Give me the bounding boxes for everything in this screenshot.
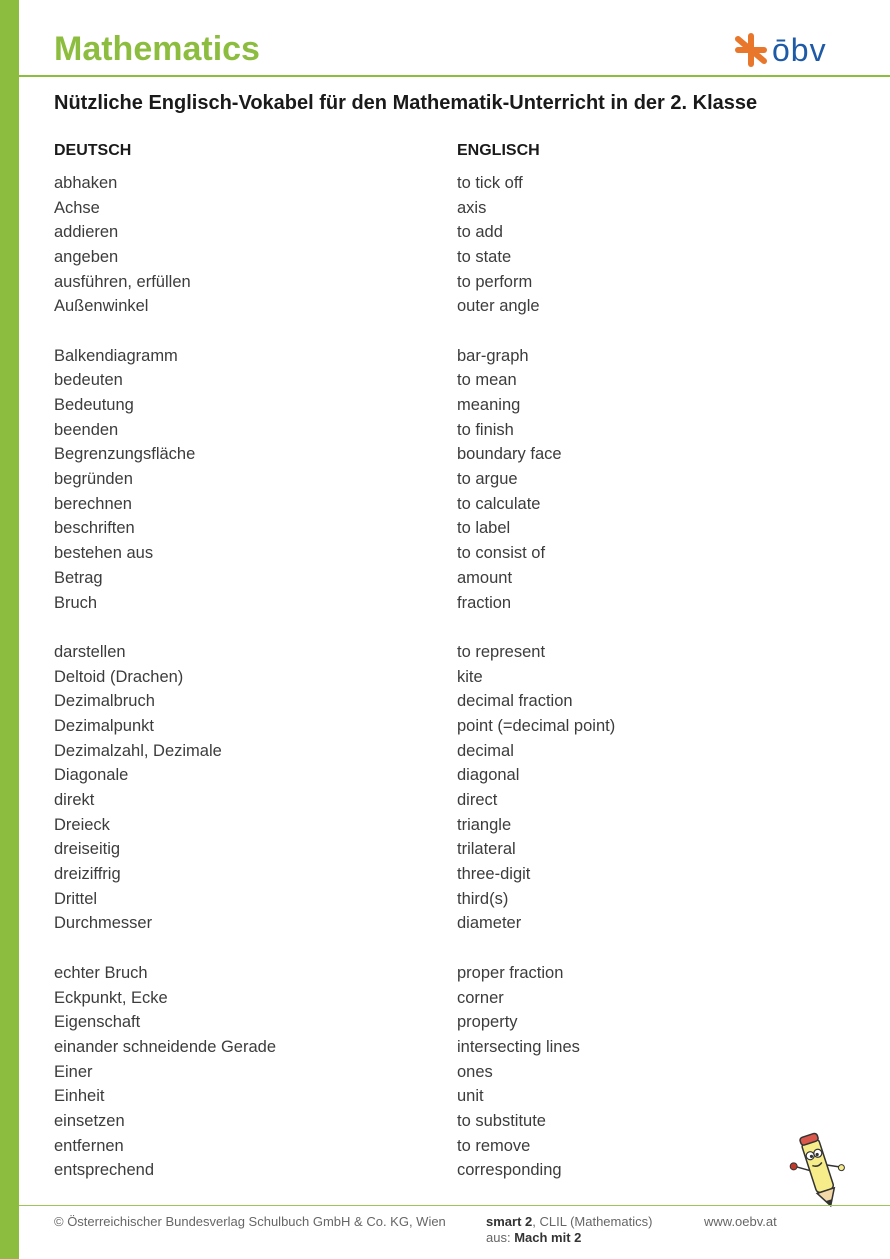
english-term: direct (457, 791, 498, 810)
column-header-englisch: ENGLISCH (457, 142, 540, 159)
german-term: begründen (54, 470, 133, 489)
german-term: berechnen (54, 494, 132, 513)
english-term: to remove (457, 1136, 531, 1155)
vocab-row (54, 813, 814, 838)
group-spacer (54, 319, 814, 344)
german-term: angeben (54, 247, 119, 266)
english-term: to label (457, 519, 511, 538)
vocab-row (54, 986, 814, 1011)
german-term: Diagonale (54, 766, 129, 785)
from-book: Mach mit 2 (514, 1230, 582, 1245)
german-term: Bruch (54, 593, 98, 612)
vocab-row (54, 467, 814, 492)
english-term: outer angle (457, 297, 540, 316)
german-term: direkt (54, 791, 95, 810)
vocab-row (54, 1084, 814, 1109)
german-term: Dezimalbruch (54, 692, 155, 711)
german-term: entsprechend (54, 1161, 154, 1180)
footer-divider (19, 1205, 890, 1206)
vocab-row (54, 418, 814, 443)
english-term: to perform (457, 272, 533, 291)
english-term: amount (457, 568, 513, 587)
vocab-row (54, 270, 814, 295)
german-term: Einer (54, 1062, 93, 1081)
english-term: diagonal (457, 766, 520, 785)
english-term: to state (457, 247, 512, 266)
column-header-deutsch: DEUTSCH (54, 142, 132, 159)
german-term: addieren (54, 223, 119, 242)
english-term: to represent (457, 642, 546, 661)
book-suffix: , CLIL (Mathematics) (532, 1214, 653, 1229)
english-term: to substitute (457, 1111, 546, 1130)
german-term: darstellen (54, 642, 126, 661)
english-term: to consist of (457, 544, 546, 563)
german-term: Durchmesser (54, 914, 153, 933)
english-term: fraction (457, 593, 512, 612)
english-term: corresponding (457, 1161, 562, 1180)
vocab-row (54, 714, 814, 739)
vocab-row (54, 517, 814, 542)
german-term: dreiziffrig (54, 865, 121, 884)
vocab-row (54, 492, 814, 517)
german-term: echter Bruch (54, 963, 148, 982)
german-term: Begrenzungsfläche (54, 445, 196, 464)
vocab-row (54, 764, 814, 789)
german-term: bedeuten (54, 371, 123, 390)
german-term: entfernen (54, 1136, 124, 1155)
english-term: decimal fraction (457, 692, 573, 711)
german-term: Außenwinkel (54, 297, 149, 316)
star-icon (734, 33, 768, 67)
vocab-row (54, 689, 814, 714)
group-spacer (54, 615, 814, 640)
german-term: Deltoid (Drachen) (54, 667, 184, 686)
vocab-row (54, 1010, 814, 1035)
vocabulary-list (54, 171, 814, 1183)
english-term: to argue (457, 470, 518, 489)
german-term: Dreieck (54, 815, 110, 834)
from-label: aus: (486, 1230, 515, 1245)
vocab-row (54, 838, 814, 863)
logo-text: ōbv (772, 32, 827, 68)
english-term: triangle (457, 815, 512, 834)
german-term: Balkendiagramm (54, 346, 178, 365)
pencil-mascot-icon (786, 1130, 850, 1210)
vocab-row (54, 369, 814, 394)
footer-copyright: © Österreichischer Bundesverlag Schulbuch GmbH & Co. KG, Wien (54, 1214, 446, 1229)
vocab-row (54, 961, 814, 986)
english-term: trilateral (457, 840, 516, 859)
english-term: corner (457, 988, 504, 1007)
vocab-row (54, 862, 814, 887)
vocab-row (54, 171, 814, 196)
german-term: Bedeutung (54, 396, 134, 415)
english-term: axis (457, 198, 487, 217)
german-term: einsetzen (54, 1111, 125, 1130)
vocab-row (54, 541, 814, 566)
vocab-row (54, 887, 814, 912)
german-term: Eigenschaft (54, 1013, 141, 1032)
vocab-row (54, 344, 814, 369)
vocab-row (54, 788, 814, 813)
german-term: einander schneidende Gerade (54, 1037, 277, 1056)
german-term: Dezimalzahl, Dezimale (54, 741, 222, 760)
oebv-logo (734, 32, 827, 68)
vocab-row (54, 1134, 814, 1159)
german-term: beschriften (54, 519, 135, 538)
english-term: decimal (457, 741, 514, 760)
german-term: Betrag (54, 568, 103, 587)
english-term: intersecting lines (457, 1037, 580, 1056)
book-name: smart 2 (486, 1214, 533, 1229)
vocab-row (54, 665, 814, 690)
vocab-row (54, 1060, 814, 1085)
german-term: Einheit (54, 1087, 105, 1106)
vocab-row (54, 739, 814, 764)
vocab-row (54, 640, 814, 665)
english-term: meaning (457, 396, 521, 415)
vocab-row (54, 196, 814, 221)
side-accent-bar (0, 0, 19, 1259)
vocab-row (54, 1159, 814, 1184)
english-term: point (=decimal point) (457, 716, 616, 735)
page-subtitle: Nützliche Englisch-Vokabel für den Mathematik-Unterricht in der 2. Klasse (54, 92, 758, 114)
german-term: beenden (54, 420, 119, 439)
english-term: ones (457, 1062, 493, 1081)
vocab-row (54, 443, 814, 468)
english-term: property (457, 1013, 518, 1032)
vocab-row (54, 220, 814, 245)
group-spacer (54, 936, 814, 961)
german-term: Dezimalpunkt (54, 716, 154, 735)
german-term: ausführen, erfüllen (54, 272, 191, 291)
english-term: three-digit (457, 865, 531, 884)
english-term: third(s) (457, 889, 509, 908)
german-term: bestehen aus (54, 544, 154, 563)
english-term: to tick off (457, 173, 523, 192)
german-term: Eckpunkt, Ecke (54, 988, 168, 1007)
footer-source (486, 1214, 652, 1246)
english-term: proper fraction (457, 963, 564, 982)
vocab-row (54, 294, 814, 319)
english-term: unit (457, 1087, 484, 1106)
german-term: abhaken (54, 173, 118, 192)
vocab-row (54, 591, 814, 616)
vocab-row (54, 1035, 814, 1060)
english-term: boundary face (457, 445, 562, 464)
english-term: diameter (457, 914, 522, 933)
english-term: to finish (457, 420, 514, 439)
footer-url: www.oebv.at (704, 1214, 777, 1229)
german-term: Achse (54, 198, 100, 217)
vocab-row (54, 912, 814, 937)
vocab-row (54, 245, 814, 270)
english-term: bar-graph (457, 346, 529, 365)
vocab-row (54, 566, 814, 591)
vocab-row (54, 393, 814, 418)
page-title: Mathematics (54, 30, 260, 68)
english-term: kite (457, 667, 483, 686)
vocab-row (54, 1109, 814, 1134)
english-term: to mean (457, 371, 517, 390)
german-term: Drittel (54, 889, 98, 908)
german-term: dreiseitig (54, 840, 121, 859)
english-term: to add (457, 223, 503, 242)
english-term: to calculate (457, 494, 541, 513)
header-divider (19, 75, 890, 77)
